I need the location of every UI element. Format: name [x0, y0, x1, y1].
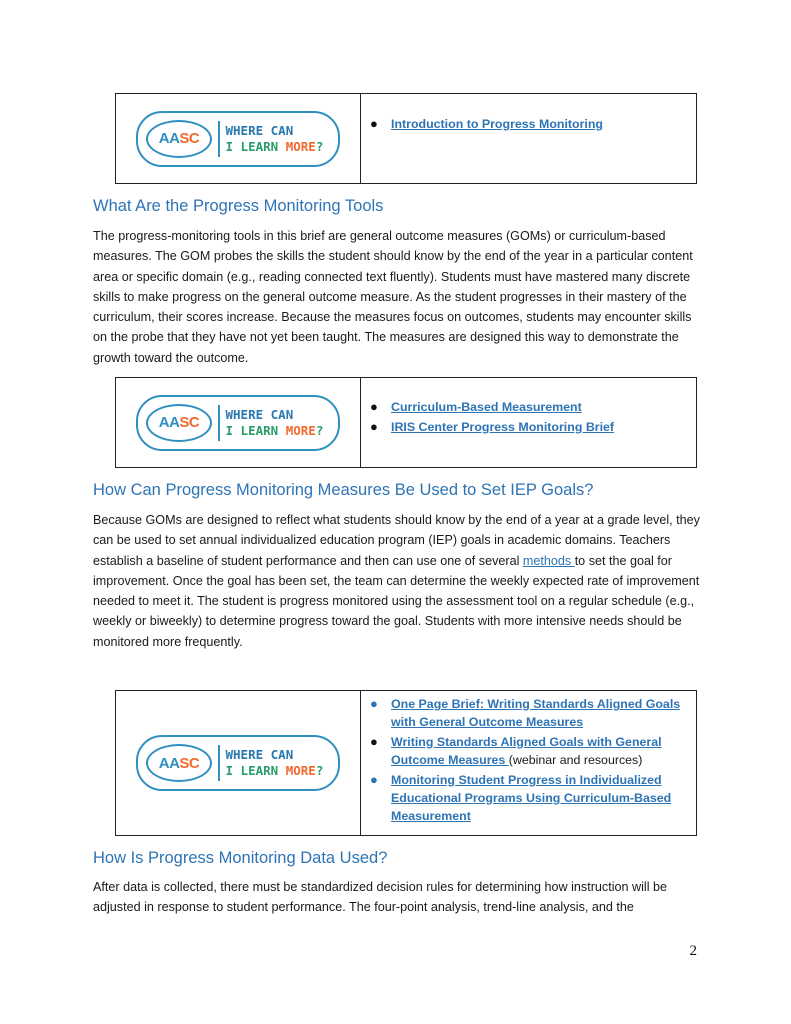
- resource-box-1: [115, 93, 697, 184]
- link-intro-progress-monitoring[interactable]: Introduction to Progress Monitoring: [391, 117, 604, 131]
- link-monitoring-student-progress[interactable]: Monitoring Student Progress in Individualized Educational Programs Using Curriculum-Based Measurement: [391, 773, 672, 823]
- page-number: 2: [689, 943, 697, 959]
- section-heading-iep-goals: How Can Progress Monitoring Measures Be Used to Set IEP Goals?: [93, 481, 594, 499]
- section-heading-data-used: How Is Progress Monitoring Data Used?: [93, 849, 388, 867]
- list-item: ● Curriculum-Based Measurement: [370, 399, 582, 414]
- aasc-logo: [136, 735, 340, 791]
- aasc-logo: [136, 111, 340, 167]
- link-writing-standards-webinar[interactable]: Writing Standards Aligned Goals with General Outcome Measures: [391, 735, 662, 767]
- list-item: ● Writing Standards Aligned Goals with General Outcome Measures (webinar and resources): [370, 734, 662, 767]
- links-cell: [361, 94, 696, 183]
- aasc-logo-mark: AA SC: [146, 404, 212, 442]
- aasc-logo-mark: AA SC: [146, 744, 212, 782]
- webinar-note: (webinar and resources): [508, 753, 643, 767]
- link-curriculum-based-measurement[interactable]: Curriculum-Based Measurement: [391, 400, 582, 414]
- logo-cell: [116, 691, 361, 835]
- list-item: ● One Page Brief: Writing Standards Aligned Goals with General Outcome Measures: [370, 696, 681, 729]
- paragraph-iep-goals: Because GOMs are designed to reflect what students should know by the end of a year at a grade level, they can be used to set annual individualized education program (IEP) goals in academic domains. Teachers establish a baseline of student performance and then can use one of several methods to set the goal for improvement. Once the goal has been set, the team can determine the weekly expected rate of improvement needed to meet it. The student is progress monitored using the assessment tool on a regular schedule (e.g., weekly or biweekly) to determine progress toward the goal. Students with more intensive needs should be monitored more frequently.: [93, 513, 700, 649]
- logo-tagline: WHERE CAN I LEARN MORE?: [225, 747, 324, 778]
- paragraph-data-used: After data is collected, there must be standardized decision rules for determining how instruction will be adjusted in response to student performance. The four-point analysis, trend-line analysis, and the: [93, 880, 668, 915]
- list-item: ● IRIS Center Progress Monitoring Brief: [370, 419, 615, 434]
- list-item: ● Monitoring Student Progress in Individualized Educational Programs Using Curriculum-Based Measurement: [370, 772, 672, 823]
- links-cell: [361, 691, 696, 835]
- link-iris-center-brief[interactable]: IRIS Center Progress Monitoring Brief: [391, 420, 615, 434]
- paragraph-tools: The progress-monitoring tools in this brief are general outcome measures (GOMs) or curriculum-based measures. The GOM probes the skills the student should know by the end of the year in a particular content area or specific domain (e.g., reading connected text fluently). Students must have mastered many discrete skills to make progress on the general outcome measure. As the student progresses in their mastery of the curriculum, their scores increase. Because the measures focus on outcomes, students may encounter skills on the probe that they have not yet been taught. The measures are designed this way to demonstrate the growth toward the outcome.: [93, 229, 693, 365]
- aasc-logo-mark: AA SC: [146, 120, 212, 158]
- resource-box-2: [115, 377, 697, 468]
- logo-cell: [116, 94, 361, 183]
- list-item: ● Introduction to Progress Monitoring: [370, 116, 604, 131]
- link-methods[interactable]: methods: [522, 553, 575, 568]
- logo-tagline: WHERE CAN I LEARN MORE?: [225, 406, 324, 438]
- logo-cell: [116, 378, 361, 467]
- aasc-logo: [136, 395, 340, 451]
- section-heading-tools: What Are the Progress Monitoring Tools: [93, 197, 384, 215]
- resource-box-3: [115, 690, 697, 836]
- links-cell: [361, 378, 696, 467]
- logo-tagline: WHERE CAN I LEARN MORE?: [225, 122, 324, 154]
- link-one-page-brief[interactable]: One Page Brief: Writing Standards Aligned Goals with General Outcome Measures: [391, 697, 681, 729]
